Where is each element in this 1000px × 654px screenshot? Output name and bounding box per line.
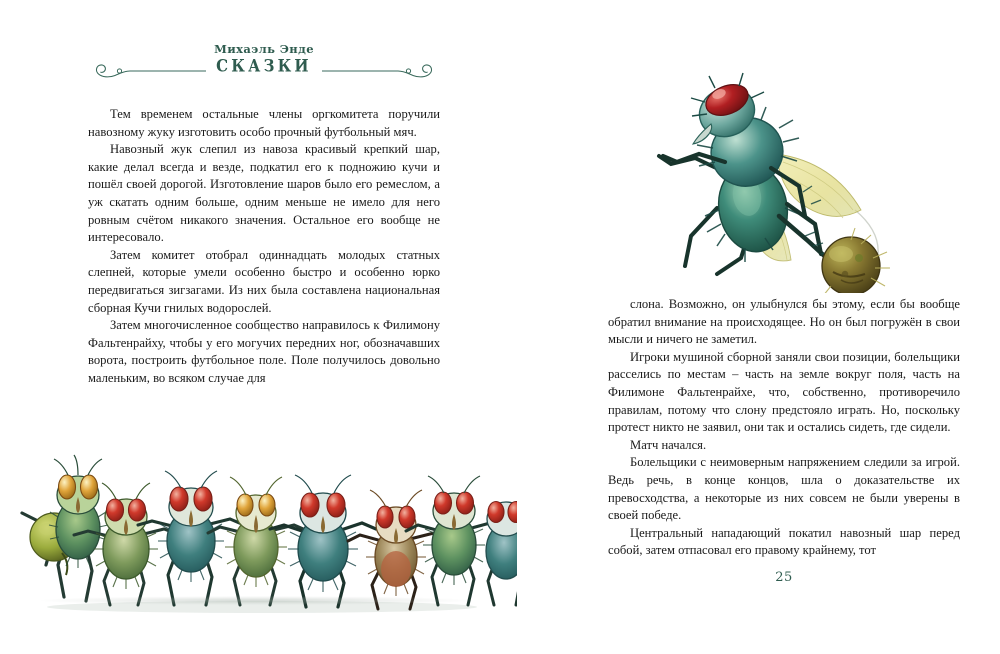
right-page: [500, 0, 1000, 654]
paragraph: Затем многочисленное сообщество направилось к Филимону Фальтенрайху, чтобы у его могучих передних ног, обозначавших ворота, построить футбольное поле. Поле получилось довольно маленьким, во всяком случае для: [88, 318, 440, 385]
paragraph: Игроки мушиной сборной заняли свои позиции, болельщики расселись по местам – часть на земле вокруг поля, часть на Филимоне Фальтенрайхе, что, собственно, противоречило правилам, потому что слону предстояло играть. Но, поскольку протест никто не заявил, они так и остались сидеть, где сидели.: [608, 349, 960, 435]
paragraph: Тем временем остальные члены оргкомитета поручили навозному жуку изготовить особо прочный футбольный мяч.: [88, 107, 440, 139]
book-title: СКАЗКИ: [216, 55, 312, 76]
paragraph: Болельщики с неимоверным напряжением следили за игрой. Ведь речь, в конце концов, шла о доказательстве их превосходства, а некоторые из них совсем не были уверены в своей победе.: [608, 455, 960, 523]
paragraph: Затем комитет отобрал одиннадцать молодых статных слепней, которые умели особенно быстро и особенно юрко передвигаться зигзагами. Из них была составлена национальная сборная Кучи гнилых водорослей.: [88, 247, 440, 315]
book-author: Михаэль Энде: [214, 42, 314, 56]
fly-kicker-illustration: [655, 58, 890, 293]
ground-shadow: [40, 596, 470, 605]
fly-team-illustration: [12, 425, 517, 620]
paragraph: Матч начался.: [630, 437, 707, 452]
left-page-text-column: [88, 106, 440, 388]
page-number: 25: [775, 570, 793, 585]
header-title-block: [88, 42, 440, 76]
right-page-text-column: [608, 296, 960, 560]
paragraph: Навозный жук слепил из навоза красивый крепкий шар, какие делал всегда и везде, подкатил его к подножию кучи и пошёл своей дорогой. Изготовление шаров было его ремеслом, а уж скатать одним больше, одним меньше не имело для него ровным счётом никакого значения. Остальное его вообще не интересовало.: [88, 142, 440, 245]
paragraph: слона. Возможно, он улыбнулся бы этому, если бы вообще обратил внимание на происходящее. Но он был погружён в свои мысли и ничего не заметил.: [608, 297, 960, 347]
paragraph: Центральный нападающий покатил навозный шар перед собой, затем отпасовал его правому крайнему, тот: [608, 525, 960, 558]
chapter-header-ornament: [88, 44, 440, 92]
